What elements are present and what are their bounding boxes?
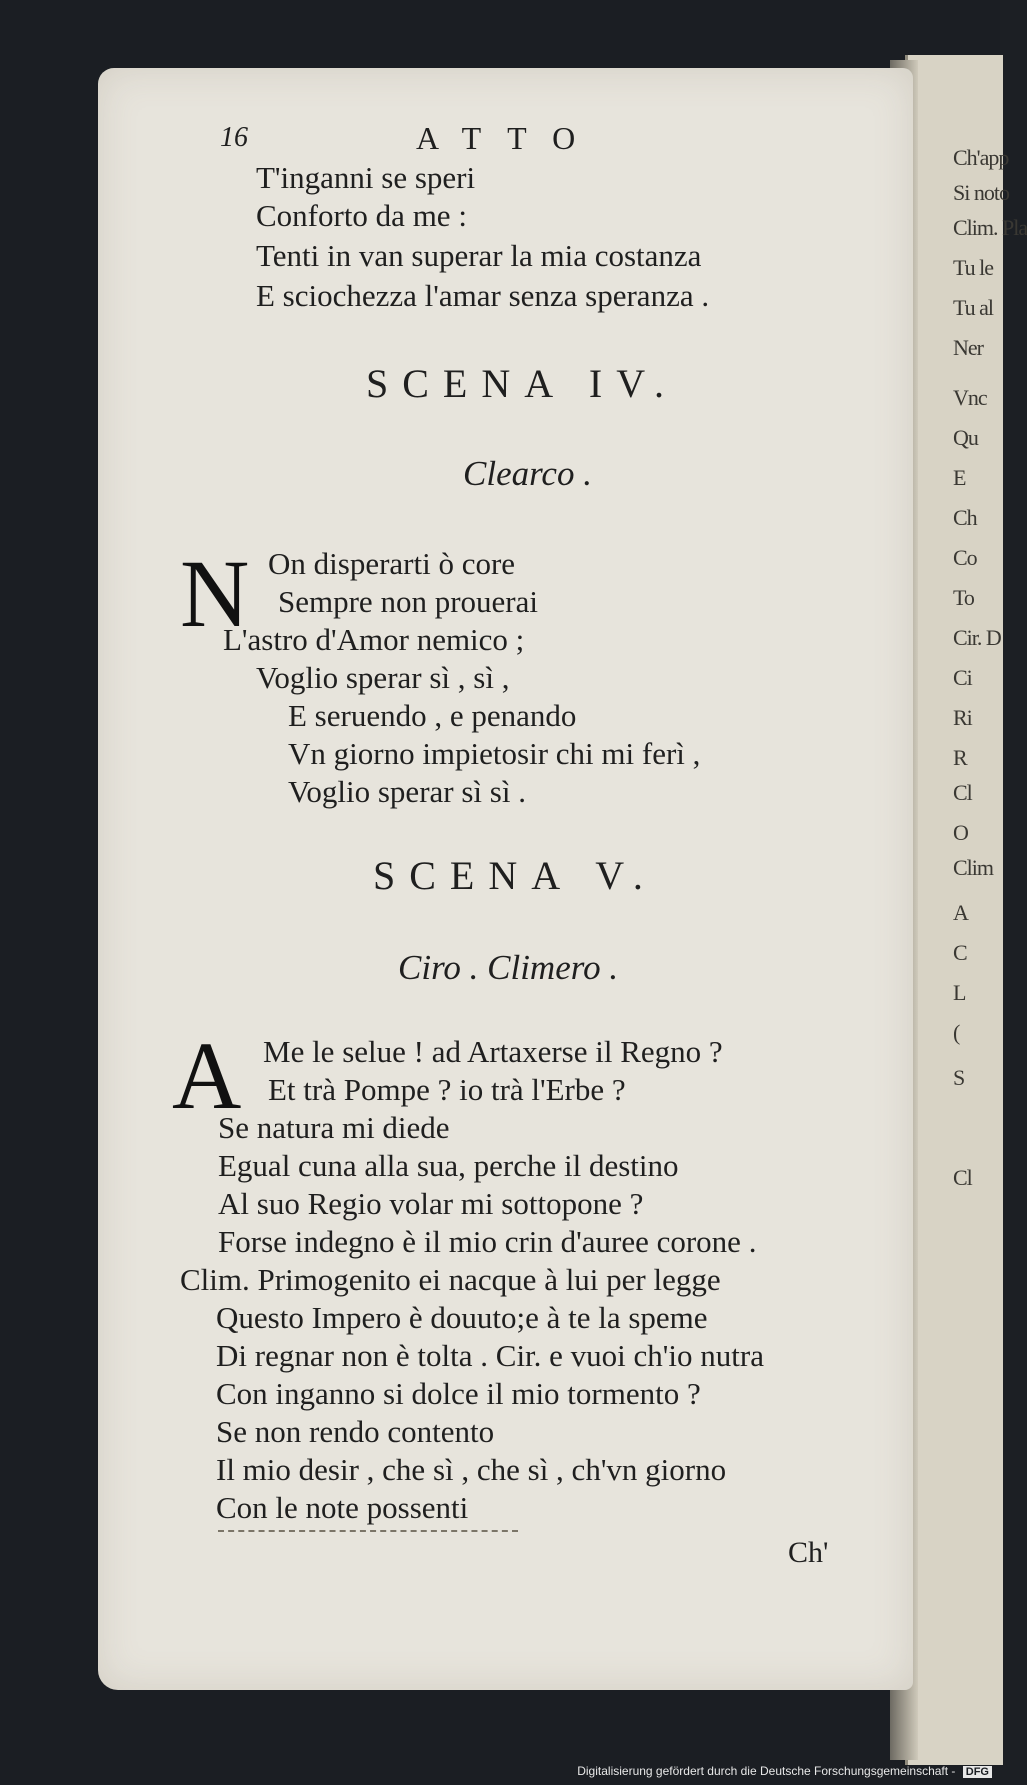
speaker-name: Ciro . Climero . [398, 948, 619, 987]
drop-capital: A [172, 1022, 242, 1129]
scene-title: SCENA V. [373, 853, 657, 898]
facing-line: E [953, 465, 966, 490]
facing-line: Cir. D [953, 625, 1001, 650]
verse-line: On disperarti ò core [268, 546, 516, 581]
verse-line: Voglio sperar sì , sì , [256, 660, 510, 695]
verse-line: Se non rendo contento [216, 1414, 495, 1449]
verse-line: Tenti in van superar la mia costanza [256, 238, 702, 273]
verse-line: Conforto da me : [256, 198, 467, 233]
book-page [98, 68, 913, 1690]
verse-line: E seruendo , e penando [288, 698, 577, 733]
verse-line: Sempre non prouerai [278, 584, 538, 619]
credit-text: Digitalisierung gefördert durch die Deutsche Forschungsgemeinschaft - [577, 1764, 956, 1778]
facing-line: Cl [953, 1165, 972, 1190]
facing-line: S [953, 1065, 965, 1090]
verse-line: Al suo Regio volar mi sottopone ? [218, 1186, 644, 1221]
verse-line: Forse indegno è il mio crin d'auree corone . [218, 1224, 757, 1259]
facing-line: Qu [953, 425, 978, 450]
verse-line: Vn giorno impietosir chi mi ferì , [288, 736, 701, 771]
underline-rule [218, 1530, 518, 1532]
verse-line: Se natura mi diede [218, 1110, 450, 1145]
facing-line: Ch [953, 505, 977, 530]
facing-line: C [953, 940, 967, 965]
facing-line: A [953, 900, 968, 925]
verse-line: Voglio sperar sì sì . [288, 774, 526, 809]
verse-line: Clim. Primogenito ei nacque à lui per legge [180, 1262, 721, 1297]
verse-line: Con le note possenti [216, 1490, 469, 1525]
verse-line: Et trà Pompe ? io trà l'Erbe ? [268, 1072, 626, 1107]
verse-line: L'astro d'Amor nemico ; [223, 622, 525, 657]
facing-line: Tu al [953, 295, 994, 320]
facing-line: Ch'app [953, 145, 1009, 170]
drop-capital: N [180, 540, 250, 647]
facing-line: ( [953, 1020, 960, 1045]
verse-line: Questo Impero è douuto;e à te la speme [216, 1300, 708, 1335]
scene-title: SCENA IV. [366, 361, 678, 406]
facing-line: Vnc [953, 385, 987, 410]
verse-line: T'inganni se speri [256, 160, 476, 195]
facing-line: Si noto [953, 180, 1009, 205]
verse-line: E sciochezza l'amar senza speranza . [256, 278, 710, 313]
facing-line: Clim [953, 855, 994, 880]
facing-line: To [953, 585, 974, 610]
verse-line: Con inganno si dolce il mio tormento ? [216, 1376, 701, 1411]
dfg-logo: DFG [963, 1766, 992, 1778]
facing-line: Clim. Pla [953, 215, 1027, 240]
facing-line: Co [953, 545, 977, 570]
verse-line: Il mio desir , che sì , che sì , ch'vn giorno [216, 1452, 727, 1487]
facing-page [905, 55, 1027, 1765]
facing-line: Cl [953, 780, 972, 805]
verse-line: Me le selue ! ad Artaxerse il Regno ? [263, 1034, 723, 1069]
running-head: ATTO [416, 120, 602, 156]
facing-line: L [953, 980, 966, 1005]
verse-line: Egual cuna alla sua, perche il destino [218, 1148, 679, 1183]
facing-line: Ner [953, 335, 983, 360]
facing-line: Ci [953, 665, 972, 690]
verse-line: Di regnar non è tolta . Cir. e vuoi ch'io nutra [216, 1338, 764, 1373]
page-number: 16 [220, 122, 248, 153]
speaker-name: Clearco . [463, 454, 592, 493]
catchword: Ch' [788, 1536, 829, 1569]
facing-line: O [953, 820, 968, 845]
facing-line: R [953, 745, 967, 770]
facing-line: Ri [953, 705, 972, 730]
facing-line: Tu le [953, 255, 994, 280]
digitization-credit [577, 1764, 992, 1778]
